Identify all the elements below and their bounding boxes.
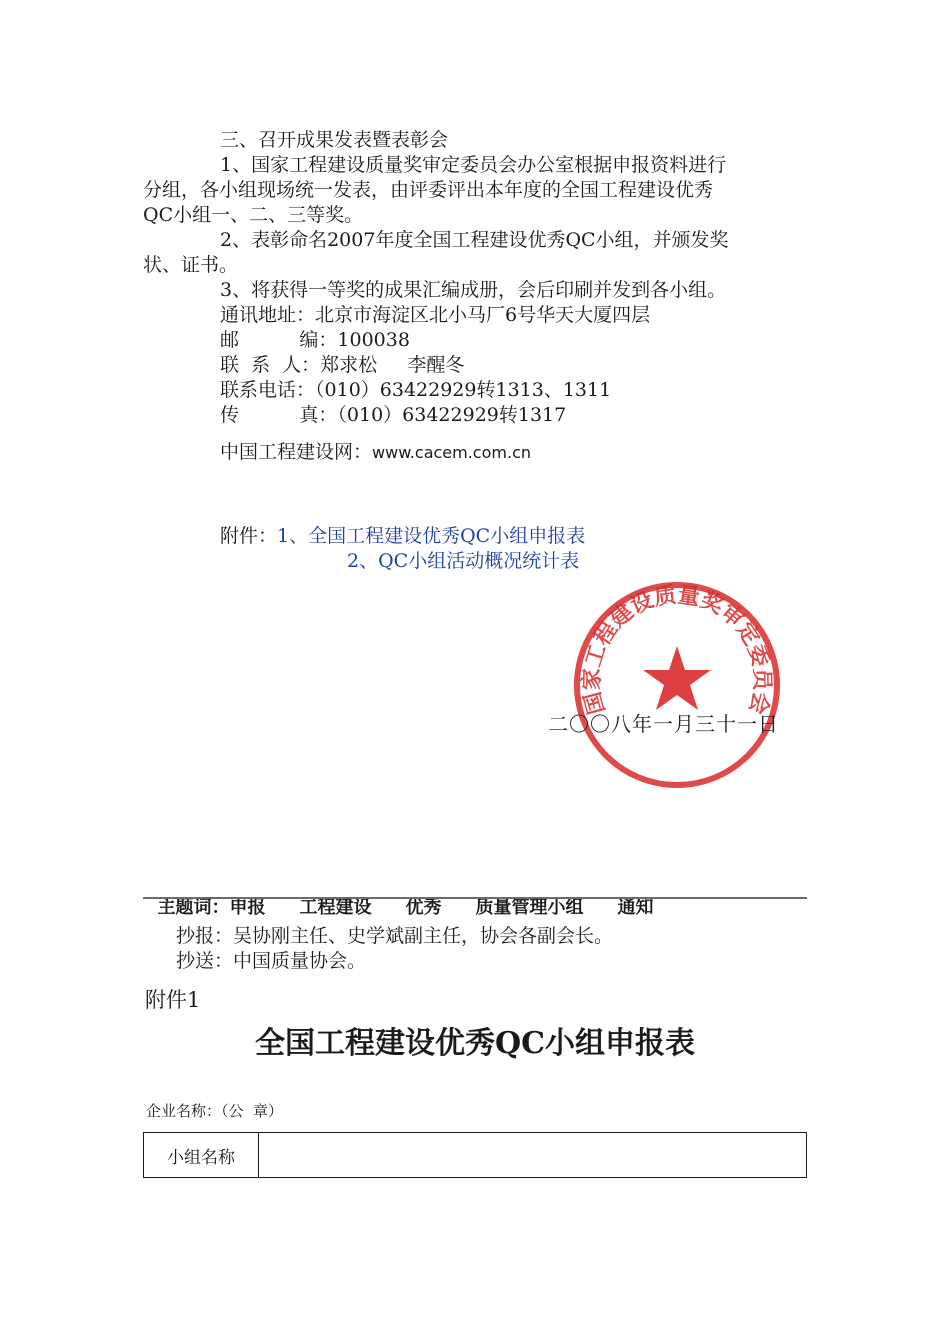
team-name-value[interactable] [259, 1133, 807, 1178]
section-heading: 三、召开成果发表暨表彰会 [220, 129, 449, 151]
seal-star-icon [643, 646, 711, 710]
company-name-label: 企业名称：（公 章） [146, 1102, 284, 1120]
fax-value: （010）63422929转1317 [337, 404, 567, 426]
item2-first-line: 2、表彰命名2007年度全国工程建设优秀QC小组，并颁发奖 [220, 229, 729, 251]
attachment-link-2[interactable]: 2、QC小组活动概况统计表 [347, 550, 580, 572]
contact-person [220, 353, 464, 378]
keyword-3: 优秀 [405, 897, 442, 918]
item1-line2: 分组，各小组现场统一发表，由评委评出本年度的全国工程建设优秀 [143, 179, 714, 201]
contact-website [220, 440, 531, 465]
form-title: 全国工程建设优秀QC小组申报表 [254, 1026, 695, 1061]
postcode-label: 邮 编： [220, 329, 338, 351]
item2-line2: 状、证书。 [143, 254, 239, 276]
fax-label: 传 真： [220, 404, 338, 426]
phone-value: （010）63422929转1313、1311 [315, 379, 612, 401]
website-link[interactable]: www.cacem.com.cn [372, 443, 531, 462]
table-row [144, 1133, 807, 1178]
attachments-label: 附件： [220, 525, 278, 547]
keywords-line [145, 872, 807, 918]
postcode-value: 100038 [337, 329, 410, 351]
keyword-1: 申报 [229, 897, 266, 918]
attachments [220, 524, 585, 549]
keywords-label: 主题词： [157, 897, 230, 918]
phone-label: 联系电话： [220, 379, 316, 401]
send-to: 抄送：中国质量协会。 [176, 950, 367, 972]
keyword-5: 通知 [617, 897, 654, 918]
person-value: 郑求松 李醒冬 [320, 354, 465, 376]
issue-date: 二〇〇八年一月三十一日 [548, 712, 779, 736]
item1-first-line: 1、国家工程建设质量奖审定委员会办公室根据申报资料进行 [220, 154, 727, 176]
contact-address: 通讯地址：北京市海淀区北小马厂6号华天大厦四层 [220, 304, 651, 326]
report-to: 抄报：吴协刚主任、史学斌副主任，协会各副会长。 [176, 925, 614, 947]
official-seal [572, 580, 782, 790]
annex-label: 附件1 [145, 988, 201, 1012]
keyword-2: 工程建设 [299, 897, 372, 918]
person-label: 联 系 人： [220, 354, 321, 376]
seal-ring-text: 国家工程建设质量奖审定委员会 [579, 582, 775, 717]
contact-postcode [220, 328, 410, 353]
attachment-link-1[interactable]: 1、全国工程建设优秀QC小组申报表 [277, 525, 586, 547]
website-label: 中国工程建设网： [220, 441, 373, 463]
item1-line3: QC小组一、二、三等奖。 [143, 204, 364, 226]
contact-phone [220, 378, 611, 403]
keywords-rule [143, 897, 807, 899]
team-name-label: 小组名称 [144, 1133, 259, 1178]
contact-fax [220, 403, 566, 428]
item3-line: 3、将获得一等奖的成果汇编成册，会后印刷并发到各小组。 [220, 279, 727, 301]
application-form-table [143, 1132, 807, 1178]
keyword-4: 质量管理小组 [475, 897, 584, 918]
